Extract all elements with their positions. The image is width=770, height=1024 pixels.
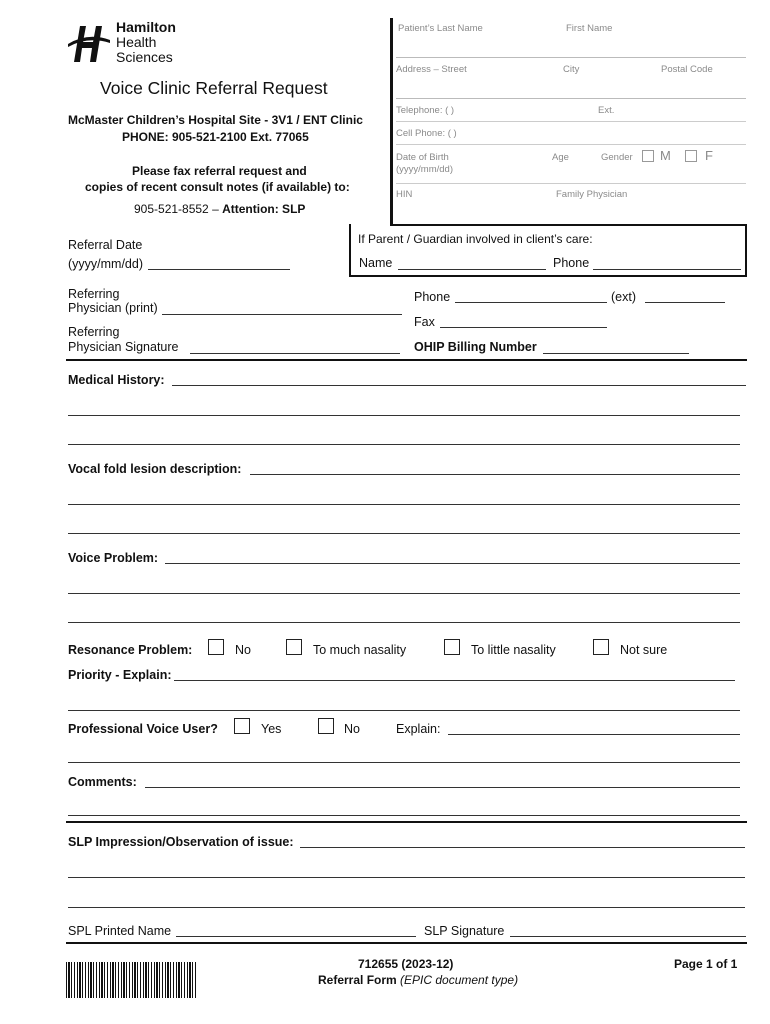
form-title: Voice Clinic Referral Request [100,78,328,98]
patient-name-line[interactable] [396,57,746,58]
gender-label: Gender [601,152,633,163]
physician-phone-field[interactable] [455,302,607,303]
logo-text-health: Health [116,34,157,50]
resonance-no-label: No [235,643,251,657]
physician-ext-field[interactable] [645,302,725,303]
resonance-not-sure-label: Not sure [620,643,668,657]
comments-line-2[interactable] [68,815,740,816]
pro-voice-yes-checkbox[interactable] [234,718,250,734]
medical-history-field[interactable] [172,385,746,386]
page-number: Page 1 of 1 [674,957,738,971]
resonance-much-checkbox[interactable] [286,639,302,655]
explain-label: Explain: [396,722,441,736]
physician-ext-label: (ext) [611,290,636,304]
explain-field[interactable] [448,734,740,735]
resonance-no-checkbox[interactable] [208,639,224,655]
city-label: City [563,64,580,75]
fax-attention: Attention: SLP [222,202,306,216]
guardian-name-field[interactable] [398,269,546,270]
slp-impression-label: SLP Impression/Observation of issue: [68,835,294,849]
fax-note-line2: copies of recent consult notes (if available) to: [85,180,350,194]
patient-last-name-label: Patient’s Last Name [398,23,483,34]
dob-label: Date of Birth [396,152,449,163]
physician-fax-label: Fax [414,315,435,329]
slp-impression-line-3[interactable] [68,907,745,908]
resonance-not-sure-checkbox[interactable] [593,639,609,655]
referring-label-2: Referring [68,325,120,339]
slp-impression-line-2[interactable] [68,877,745,878]
age-label: Age [552,152,569,163]
physician-signature-label: Physician Signature [68,340,179,354]
guardian-box-bottom [349,275,747,277]
pro-voice-yes-label: Yes [261,722,282,736]
priority-field[interactable] [174,680,735,681]
voice-problem-line-2[interactable] [68,593,740,594]
telephone-label: Telephone: ( ) [396,105,455,116]
slp-signature-field[interactable] [510,936,746,937]
clinic-site: McMaster Children’s Hospital Site - 3V1 / ENT Clinic [68,113,363,127]
comments-label: Comments: [68,775,137,789]
guardian-heading: If Parent / Guardian involved in client’s care: [358,232,593,246]
postal-code-label: Postal Code [661,64,713,75]
address-label: Address – Street [396,64,467,75]
voice-problem-label: Voice Problem: [68,551,159,565]
referral-date-format: (yyyy/mm/dd) [68,257,143,271]
pro-voice-label: Professional Voice User? [68,722,218,736]
barcode [66,962,196,998]
pro-voice-no-label: No [344,722,360,736]
address-line[interactable] [396,98,746,99]
pro-voice-no-checkbox[interactable] [318,718,334,734]
family-physician-label: Family Physician [556,189,628,200]
guardian-phone-label: Phone [553,256,590,270]
voice-problem-field[interactable] [165,563,740,564]
section-rule-2 [66,821,747,823]
priority-line-2[interactable] [68,710,740,711]
physician-signature-field[interactable] [190,353,400,354]
header-divider [390,18,393,226]
gender-m-label: M [660,148,671,163]
spl-printed-name-field[interactable] [176,936,416,937]
gender-f-label: F [705,148,713,163]
resonance-little-checkbox[interactable] [444,639,460,655]
medical-history-line-2[interactable] [68,415,740,416]
vocal-fold-line-3[interactable] [68,533,740,534]
explain-line-2[interactable] [68,762,740,763]
slp-impression-field[interactable] [300,847,745,848]
physician-fax-field[interactable] [440,327,607,328]
form-code: 712655 (2023-12) [358,957,454,971]
logo-text-hamilton: Hamilton [116,19,176,35]
physician-phone-label: Phone [414,290,451,304]
resonance-much-label: To much nasality [313,643,407,657]
priority-label: Priority - Explain: [68,668,172,682]
referring-physician-print-label: Physician (print) [68,301,158,315]
referral-date-field[interactable] [148,269,290,270]
hhs-logo [66,20,186,66]
fax-number-value: 905-521-8552 – [134,202,223,216]
hin-label: HIN [396,189,413,200]
form-type [318,973,518,987]
clinic-phone: PHONE: 905-521-2100 Ext. 77065 [122,130,309,144]
referring-label-1: Referring [68,287,120,301]
voice-problem-line-3[interactable] [68,622,740,623]
vocal-fold-field[interactable] [250,474,740,475]
logo-mark-icon [66,20,112,64]
dob-line[interactable] [396,183,746,184]
logo-text-sciences: Sciences [116,49,173,65]
guardian-name-label: Name [359,256,393,270]
section-rule-3 [66,942,747,944]
telephone-line[interactable] [396,121,746,122]
resonance-label: Resonance Problem: [68,643,193,657]
fax-note-line1: Please fax referral request and [132,164,307,178]
cell-line[interactable] [396,144,746,145]
referring-physician-field[interactable] [162,314,402,315]
ohip-field[interactable] [543,353,689,354]
form-type-name: Referral Form [318,973,401,987]
comments-field[interactable] [145,787,740,788]
vocal-fold-label: Vocal fold lesion description: [68,462,242,476]
medical-history-label: Medical History: [68,373,165,387]
guardian-box-top [390,224,747,226]
guardian-box-left [349,224,351,276]
dob-format: (yyyy/mm/dd) [396,164,453,175]
guardian-phone-field[interactable] [593,269,741,270]
patient-first-name-label: First Name [566,23,613,34]
referral-date-label: Referral Date [68,238,143,252]
gender-m-checkbox[interactable] [642,150,654,162]
gender-f-checkbox[interactable] [685,150,697,162]
resonance-little-label: To little nasality [471,643,556,657]
vocal-fold-line-2[interactable] [68,504,740,505]
section-rule-1 [66,359,747,361]
slp-signature-label: SLP Signature [424,924,505,938]
ohip-label: OHIP Billing Number [414,340,537,354]
form-doc-type: (EPIC document type) [400,973,519,987]
cell-phone-label: Cell Phone: ( ) [396,128,457,139]
spl-printed-name-label: SPL Printed Name [68,924,172,938]
medical-history-line-3[interactable] [68,444,740,445]
ext-label: Ext. [598,105,615,116]
guardian-box-right [745,224,747,276]
fax-number [134,202,305,216]
